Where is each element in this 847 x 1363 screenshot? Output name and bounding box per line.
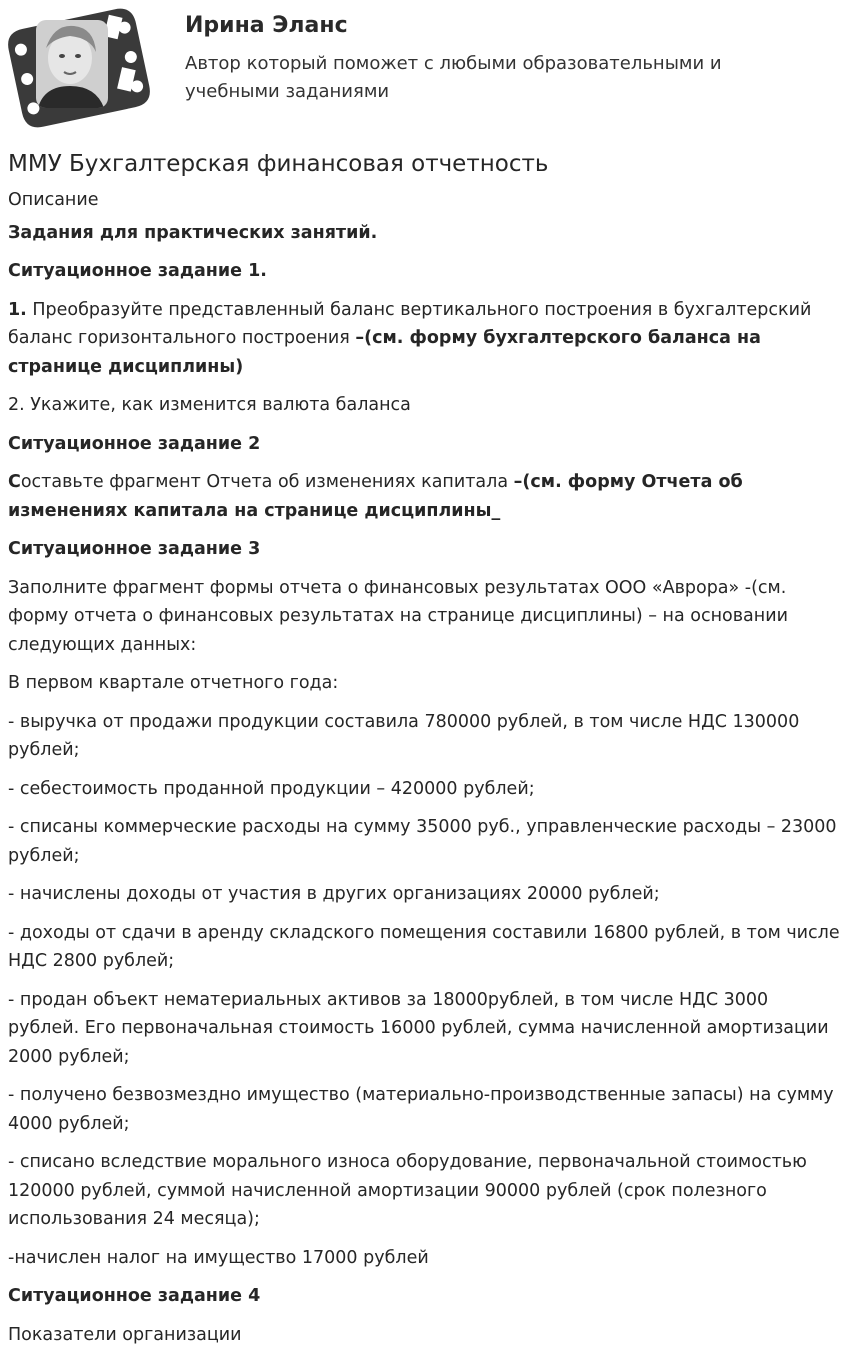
task3-item-3: - списаны коммерческие расходы на сумму 35000 руб., управленческие расходы – 23000 рублей; xyxy=(8,817,837,866)
task3-item-9: -начислен налог на имущество 17000 рублей xyxy=(8,1247,429,1268)
task3-period: В первом квартале отчетного года: xyxy=(8,673,339,693)
task2-first-letter: С xyxy=(8,472,21,492)
task3-item-6: - продан объект нематериальных активов за 18000рублей, в том числе НДС 3000 рублей. Его первоначальная стоимость 16000 рублей, сумма начисленной амортизации 2000 рублей; xyxy=(8,989,829,1067)
task1-heading: Ситуационное задание 1. xyxy=(8,261,267,281)
author-avatar xyxy=(4,6,154,130)
document-title: ММУ Бухгалтерская финансовая отчетность xyxy=(8,151,549,177)
task1-item1-text: Преобразуйте представленный баланс вертикального построения в бухгалтерский баланс горизонтального построения xyxy=(8,299,812,348)
document-content xyxy=(8,148,840,1359)
task1-item1-number: 1. xyxy=(8,299,27,320)
task2-text-bold: –(см. форму Отчета об изменениях капитала на странице дисциплины_ xyxy=(8,472,743,521)
document-subtitle: Задания для практических занятий. xyxy=(8,222,378,243)
task1-item1-bold: –(см. форму бухгалтерского баланса на странице дисциплины) xyxy=(8,328,761,377)
description-label: Описание xyxy=(8,190,99,210)
task3-item-2: - себестоимость проданной продукции – 420000 рублей; xyxy=(8,778,535,799)
task3-item-7: - получено безвозмездно имущество (материально-производственные запасы) на сумму 4000 рублей; xyxy=(8,1085,834,1134)
task3-heading: Ситуационное задание 3 xyxy=(8,539,261,559)
task2-heading: Ситуационное задание 2 xyxy=(8,433,261,454)
task3-item-4: - начислены доходы от участия в других организациях 20000 рублей; xyxy=(8,884,660,904)
task3-intro: Заполните фрагмент формы отчета о финансовых результатах ООО «Аврора» -(см. форму отчета о финансовых результатах на странице дисциплины) – на основании следующих данных: xyxy=(8,577,788,655)
task2-text xyxy=(8,468,840,525)
task1-item1 xyxy=(8,296,840,382)
task3-item-8: - списано вследствие морального износа оборудование, первоначальной стоимостью 120000 рублей, суммой начисленной амортизации 90000 рублей (срок полезного использования 24 месяца); xyxy=(8,1152,807,1229)
task2-text-body: оставьте фрагмент Отчета об изменениях капитала xyxy=(20,472,514,492)
task3-item-1: - выручка от продажи продукции составила 780000 рублей, в том числе НДС 130000 рублей; xyxy=(8,711,800,760)
author-name[interactable]: Ирина Эланс xyxy=(185,13,348,38)
task4-heading: Ситуационное задание 4 xyxy=(8,1286,261,1306)
task4-text: Показатели организации xyxy=(8,1324,242,1345)
task1-item2: 2. Укажите, как изменится валюта баланса xyxy=(8,395,411,415)
author-header xyxy=(0,0,847,135)
task3-item-5: - доходы от сдачи в аренду складского помещения составили 16800 рублей, в том числе НДС 2800 рублей; xyxy=(8,922,840,971)
author-description: Автор который поможет с любыми образовательными и учебными заданиями xyxy=(185,53,722,102)
